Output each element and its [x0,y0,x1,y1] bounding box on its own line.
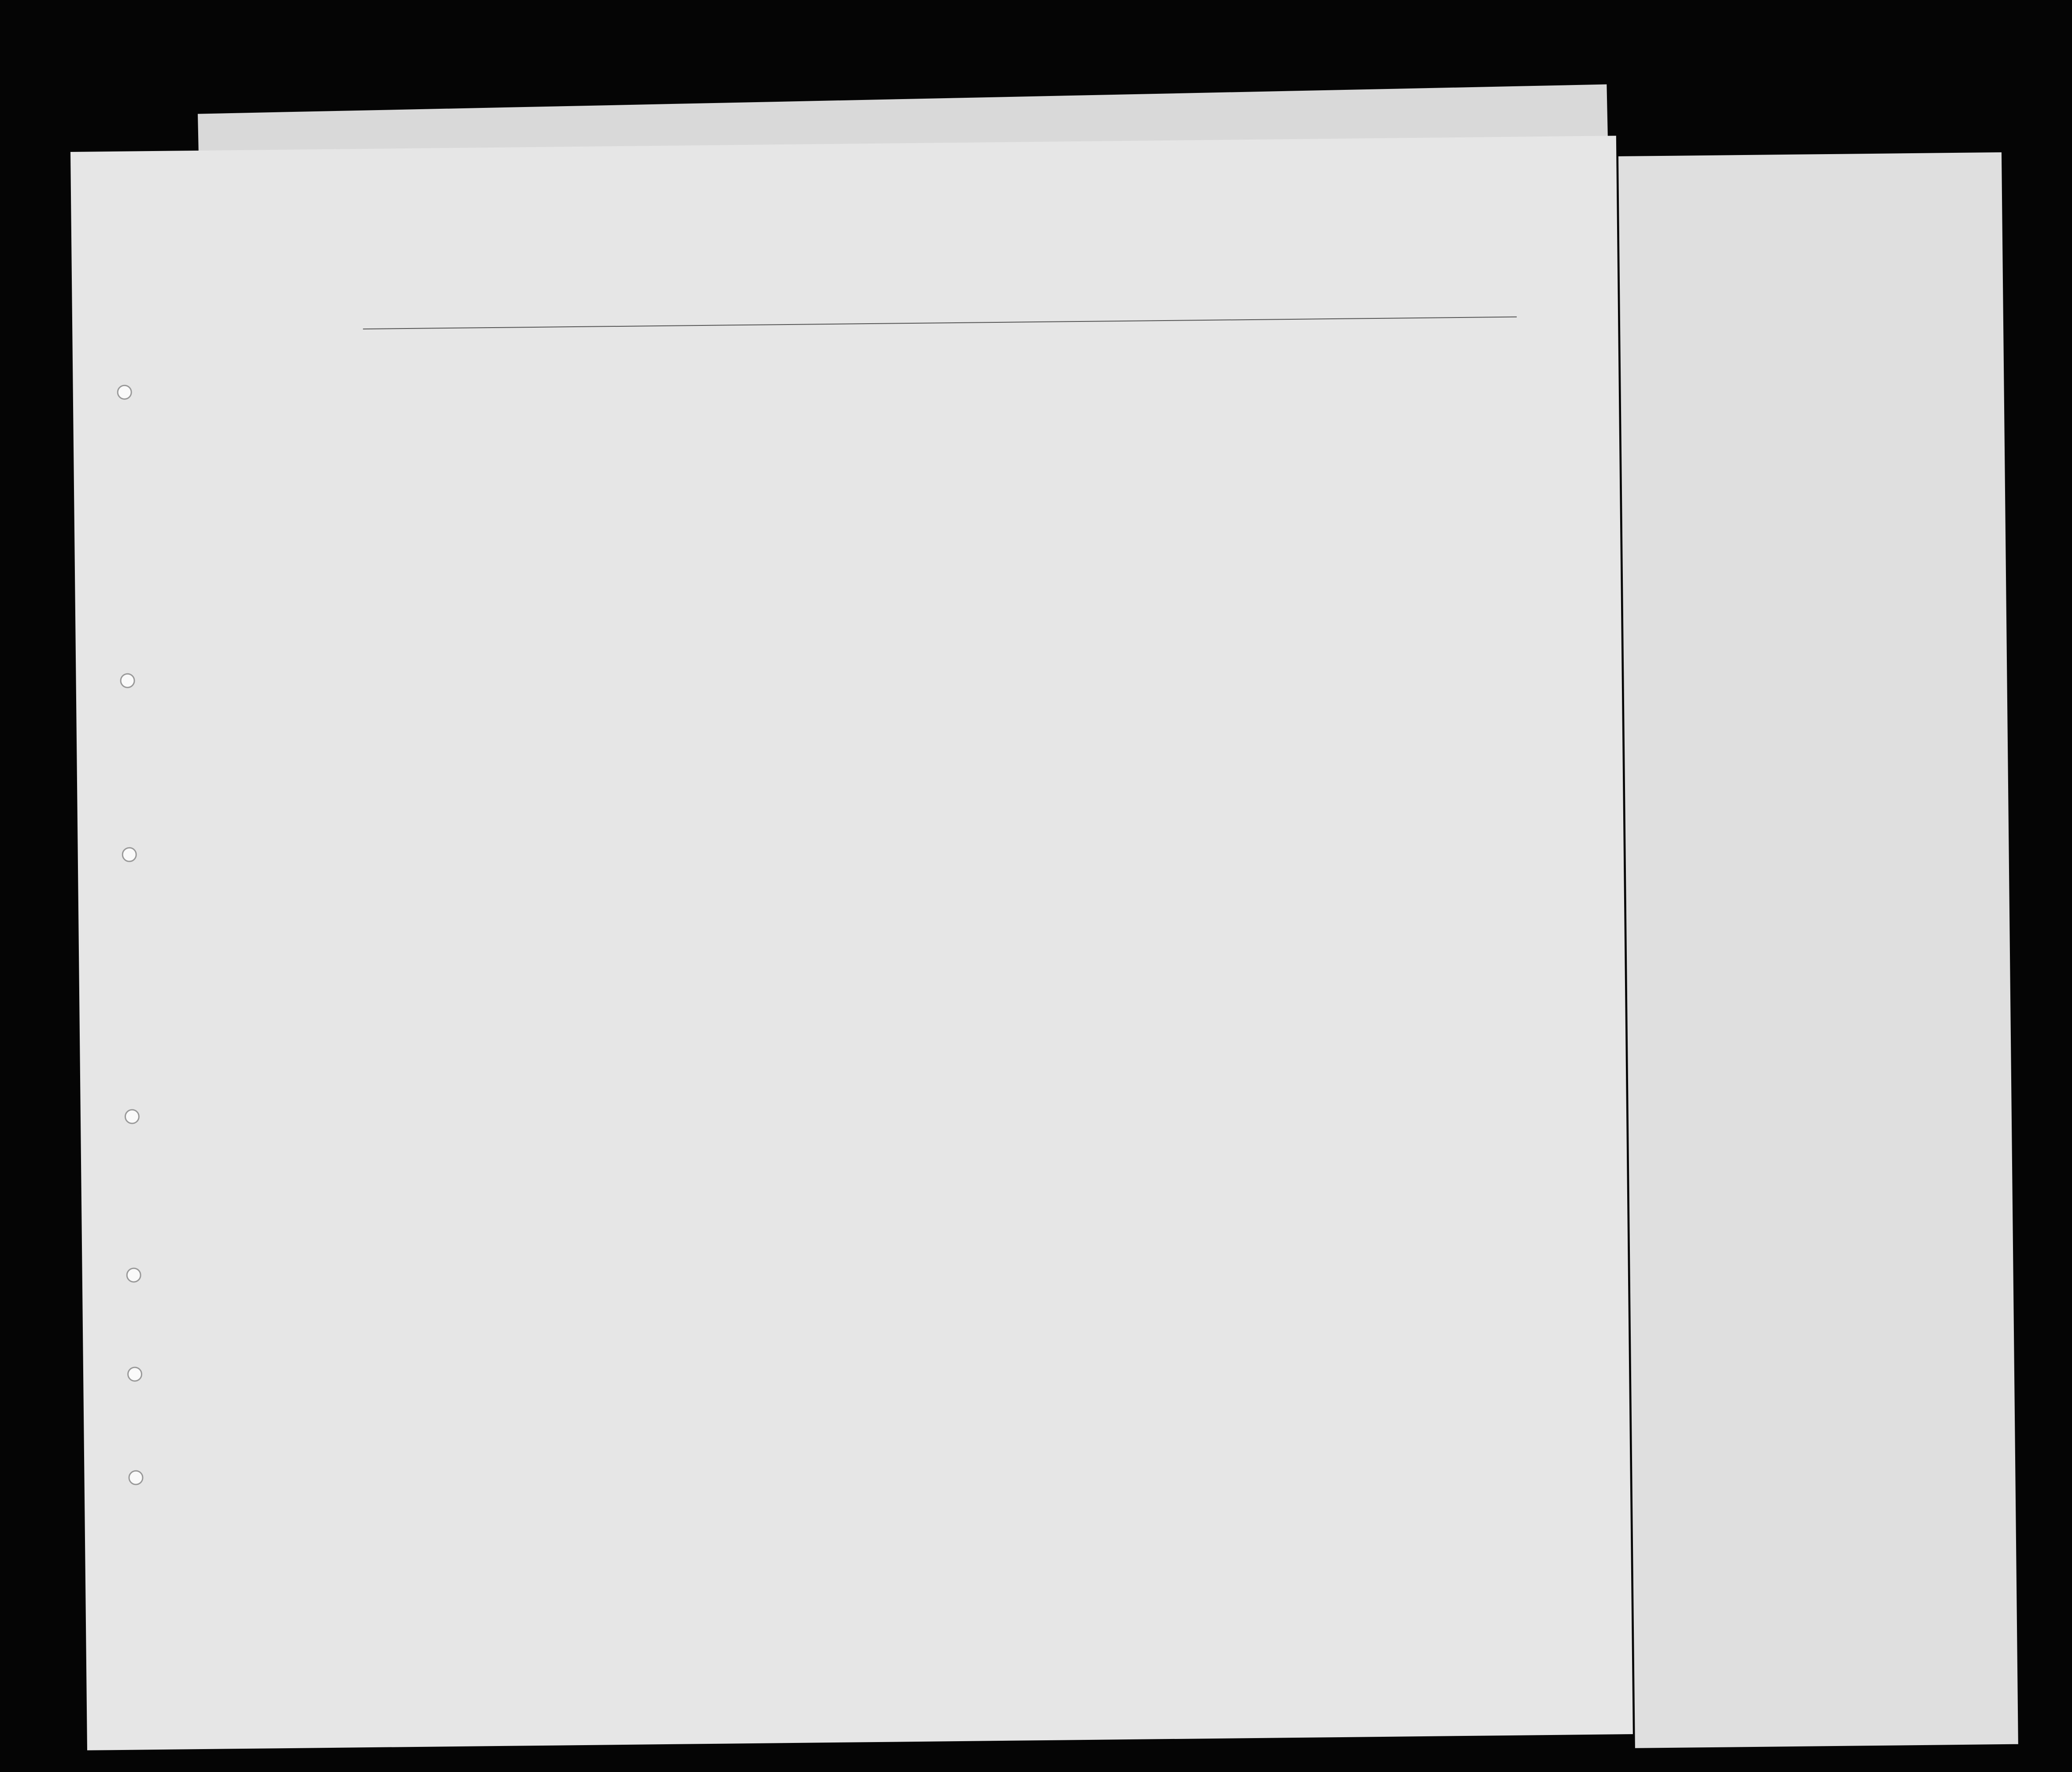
footnote [460,1580,1407,1590]
overlapping-page [1618,152,2018,1748]
binder-hole [127,1366,142,1381]
right-rows [1618,152,2002,156]
binder-hole [122,847,137,862]
typewritten-note [1716,197,1927,199]
binder-hole [120,673,135,688]
instructions [177,245,1565,260]
manifest-page [70,136,1633,1750]
binder-hole [126,1267,141,1282]
arrival-line [363,317,1517,329]
binder-hole [125,1109,140,1124]
binder-hole [128,1470,143,1485]
right-table-grid [1618,152,2002,156]
typewritten-note [1374,200,1568,202]
binder-hole [117,385,132,400]
